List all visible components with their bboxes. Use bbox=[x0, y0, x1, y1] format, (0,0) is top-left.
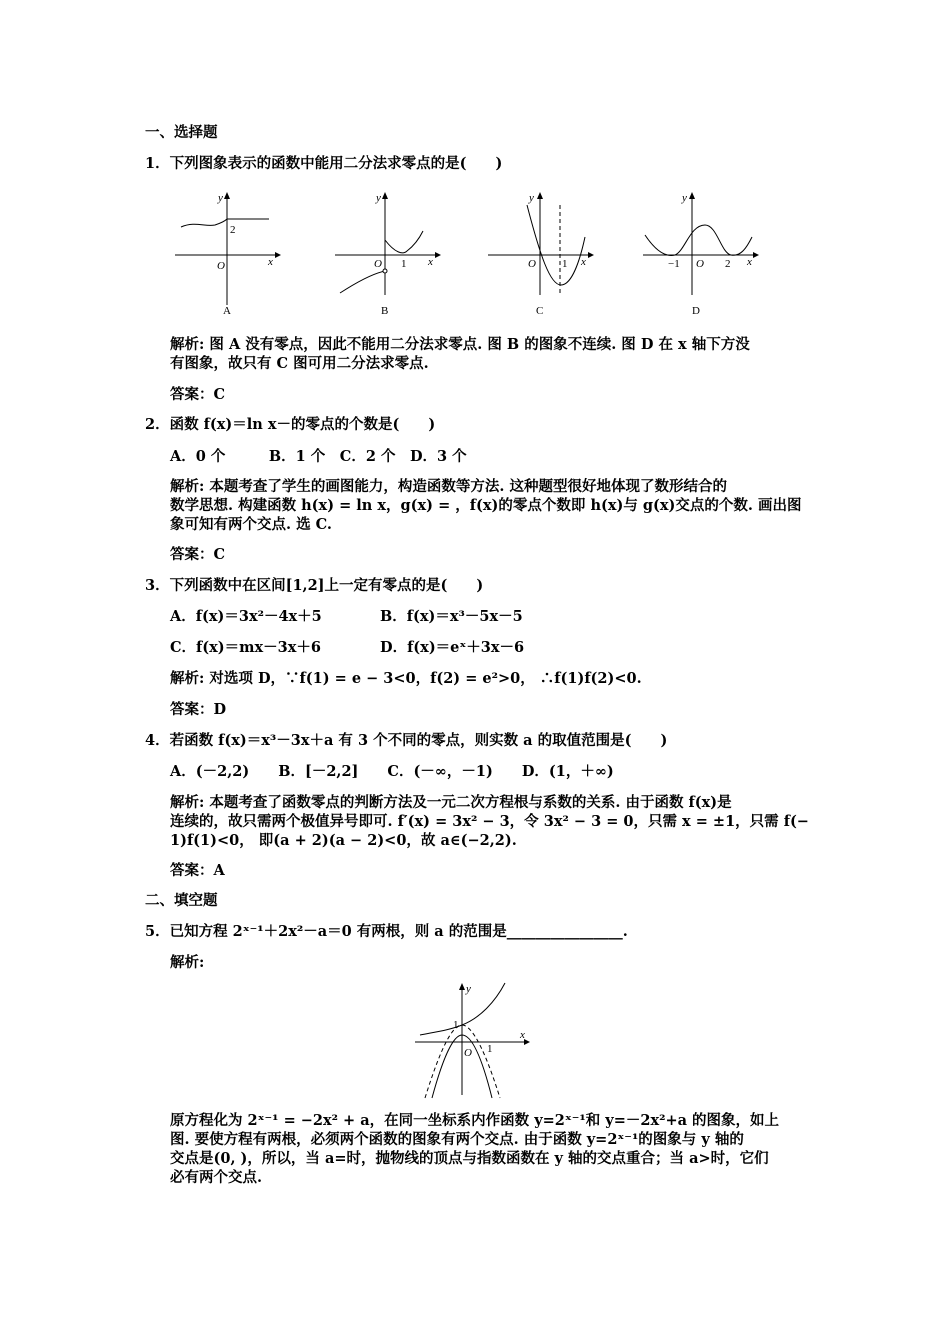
q5-graph-one-x-label: 1 bbox=[487, 1043, 493, 1055]
question-5-stem: 5．已知方程 2ˣ⁻¹＋2x²－a＝0 有两根，则 a 的范围是________________. bbox=[145, 923, 628, 940]
graph-d-y-label: y bbox=[682, 192, 687, 204]
question-5-paragraph-line-4: 必有两个交点. bbox=[170, 1169, 263, 1186]
graph-b-origin-label: O bbox=[374, 258, 382, 270]
question-1-figures bbox=[165, 185, 765, 324]
graph-a-x-label: x bbox=[268, 256, 273, 268]
graph-d-x-label: x bbox=[747, 256, 752, 268]
question-5-analysis-label: 解析: bbox=[170, 954, 205, 971]
section-heading-choice: 一、选择题 bbox=[145, 124, 218, 141]
graph-d-two-label: 2 bbox=[725, 258, 731, 270]
graph-c-one-label: 1 bbox=[562, 258, 568, 270]
graph-b bbox=[335, 192, 441, 295]
question-5-figure bbox=[410, 980, 540, 1104]
question-5-paragraph-line-1: 原方程化为 2ˣ⁻¹ = −2x² + a，在同一坐标系内作函数 y=2ˣ⁻¹和 y=－2x²+a 的图象，如上 bbox=[170, 1112, 780, 1129]
graph-b-x-label: x bbox=[428, 256, 433, 268]
question-1-answer: 答案：C bbox=[170, 386, 226, 403]
graph-a bbox=[175, 192, 281, 305]
question-3-answer: 答案：D bbox=[170, 701, 227, 718]
question-3-option-d: D．f(x)＝eˣ＋3x－6 bbox=[380, 639, 525, 656]
graph-c-x-label: x bbox=[581, 256, 586, 268]
graph-c-y-label: y bbox=[529, 192, 534, 204]
q5-graph-y-label: y bbox=[466, 983, 471, 995]
q5-graph-origin-label: O bbox=[464, 1047, 472, 1059]
graph-c-caption: C bbox=[536, 305, 544, 317]
question-2-options: A．0 个 B．1 个 C．2 个 D．3 个 bbox=[170, 448, 467, 465]
question-2-answer: 答案：C bbox=[170, 546, 226, 563]
question-5-paragraph-line-2: 图. 要使方程有两根，必须两个函数的图象有两个交点. 由于函数 y=2ˣ⁻¹的图象与 y 轴的 bbox=[170, 1131, 744, 1148]
graph-a-two-label: 2 bbox=[230, 224, 236, 236]
question-2-analysis-line-1: 解析: 本题考查了学生的画图能力，构造函数等方法. 这种题型很好地体现了数形结合的 bbox=[170, 478, 727, 495]
question-1-stem: 1．下列图象表示的函数中能用二分法求零点的是( ) bbox=[145, 155, 503, 172]
graph-a-y-label: y bbox=[218, 192, 223, 204]
graph-d bbox=[643, 192, 759, 295]
section-heading-fill: 二、填空题 bbox=[145, 892, 218, 909]
graph-c-origin-label: O bbox=[528, 258, 536, 270]
question-4-answer: 答案：A bbox=[170, 862, 225, 879]
graph-d-origin-label: O bbox=[696, 258, 704, 270]
graph-a-caption: A bbox=[223, 305, 231, 317]
graph-c bbox=[488, 192, 594, 295]
question-3-option-a: A．f(x)＝3x²－4x＋5 bbox=[170, 608, 322, 625]
question-1-analysis-line-1: 解析: 图 A 没有零点，因此不能用二分法求零点. 图 B 的图象不连续. 图 D 在 x 轴下方没 bbox=[170, 336, 750, 353]
question-4-options: A．(－2,2) B．[－2,2] C．(－∞，－1) D．(1，＋∞) bbox=[170, 763, 614, 780]
graph-d-neg-one-label: −1 bbox=[668, 258, 680, 270]
graph-b-caption: B bbox=[381, 305, 389, 317]
question-2-analysis-line-2: 数学思想. 构建函数 h(x) = ln x，g(x) = ，f(x)的零点个数即 h(x)与 g(x)交点的个数. 画出图 bbox=[170, 497, 802, 514]
question-2-analysis-line-3: 象可知有两个交点. 选 C. bbox=[170, 516, 332, 533]
graph-a-origin-label: O bbox=[217, 260, 225, 272]
question-1-analysis-line-2: 有图象，故只有 C 图可用二分法求零点. bbox=[170, 355, 429, 372]
question-4-analysis-line-2: 连续的，故只需两个极值异号即可. f′(x) = 3x² − 3，令 3x² − 3 = 0，只需 x = ±1，只需 f(− bbox=[170, 813, 809, 830]
question-3-analysis: 解析: 对选项 D，∵f(1) = e − 3<0，f(2) = e²>0， ∴f(1)f(2)<0. bbox=[170, 670, 642, 687]
question-3-stem: 3．下列函数中在区间[1,2]上一定有零点的是( ) bbox=[145, 577, 484, 594]
q5-graph-one-y-label: 1 bbox=[453, 1019, 459, 1031]
question-5-paragraph-line-3: 交点是(0, )，所以，当 a=时，抛物线的顶点与指数函数在 y 轴的交点重合；当 a>时，它们 bbox=[170, 1150, 769, 1167]
question-3-option-c: C．f(x)＝mx－3x＋6 bbox=[170, 639, 321, 656]
question-4-stem: 4．若函数 f(x)＝x³－3x＋a 有 3 个不同的零点，则实数 a 的取值范围是( ) bbox=[145, 732, 668, 749]
q5-graph-x-label: x bbox=[520, 1029, 525, 1041]
question-3-option-b: B．f(x)＝x³－5x－5 bbox=[380, 608, 523, 625]
graph-d-caption: D bbox=[692, 305, 700, 317]
graph-b-y-label: y bbox=[376, 192, 381, 204]
question-4-analysis-line-1: 解析: 本题考查了函数零点的判断方法及一元二次方程根与系数的关系. 由于函数 f(x)是 bbox=[170, 794, 732, 811]
graph-b-one-label: 1 bbox=[401, 258, 407, 270]
question-4-analysis-line-3: 1)f(1)<0， 即(a + 2)(a − 2)<0，故 a∈(−2,2). bbox=[170, 832, 517, 849]
question-2-stem: 2．函数 f(x)＝ln x－的零点的个数是( ) bbox=[145, 416, 436, 433]
